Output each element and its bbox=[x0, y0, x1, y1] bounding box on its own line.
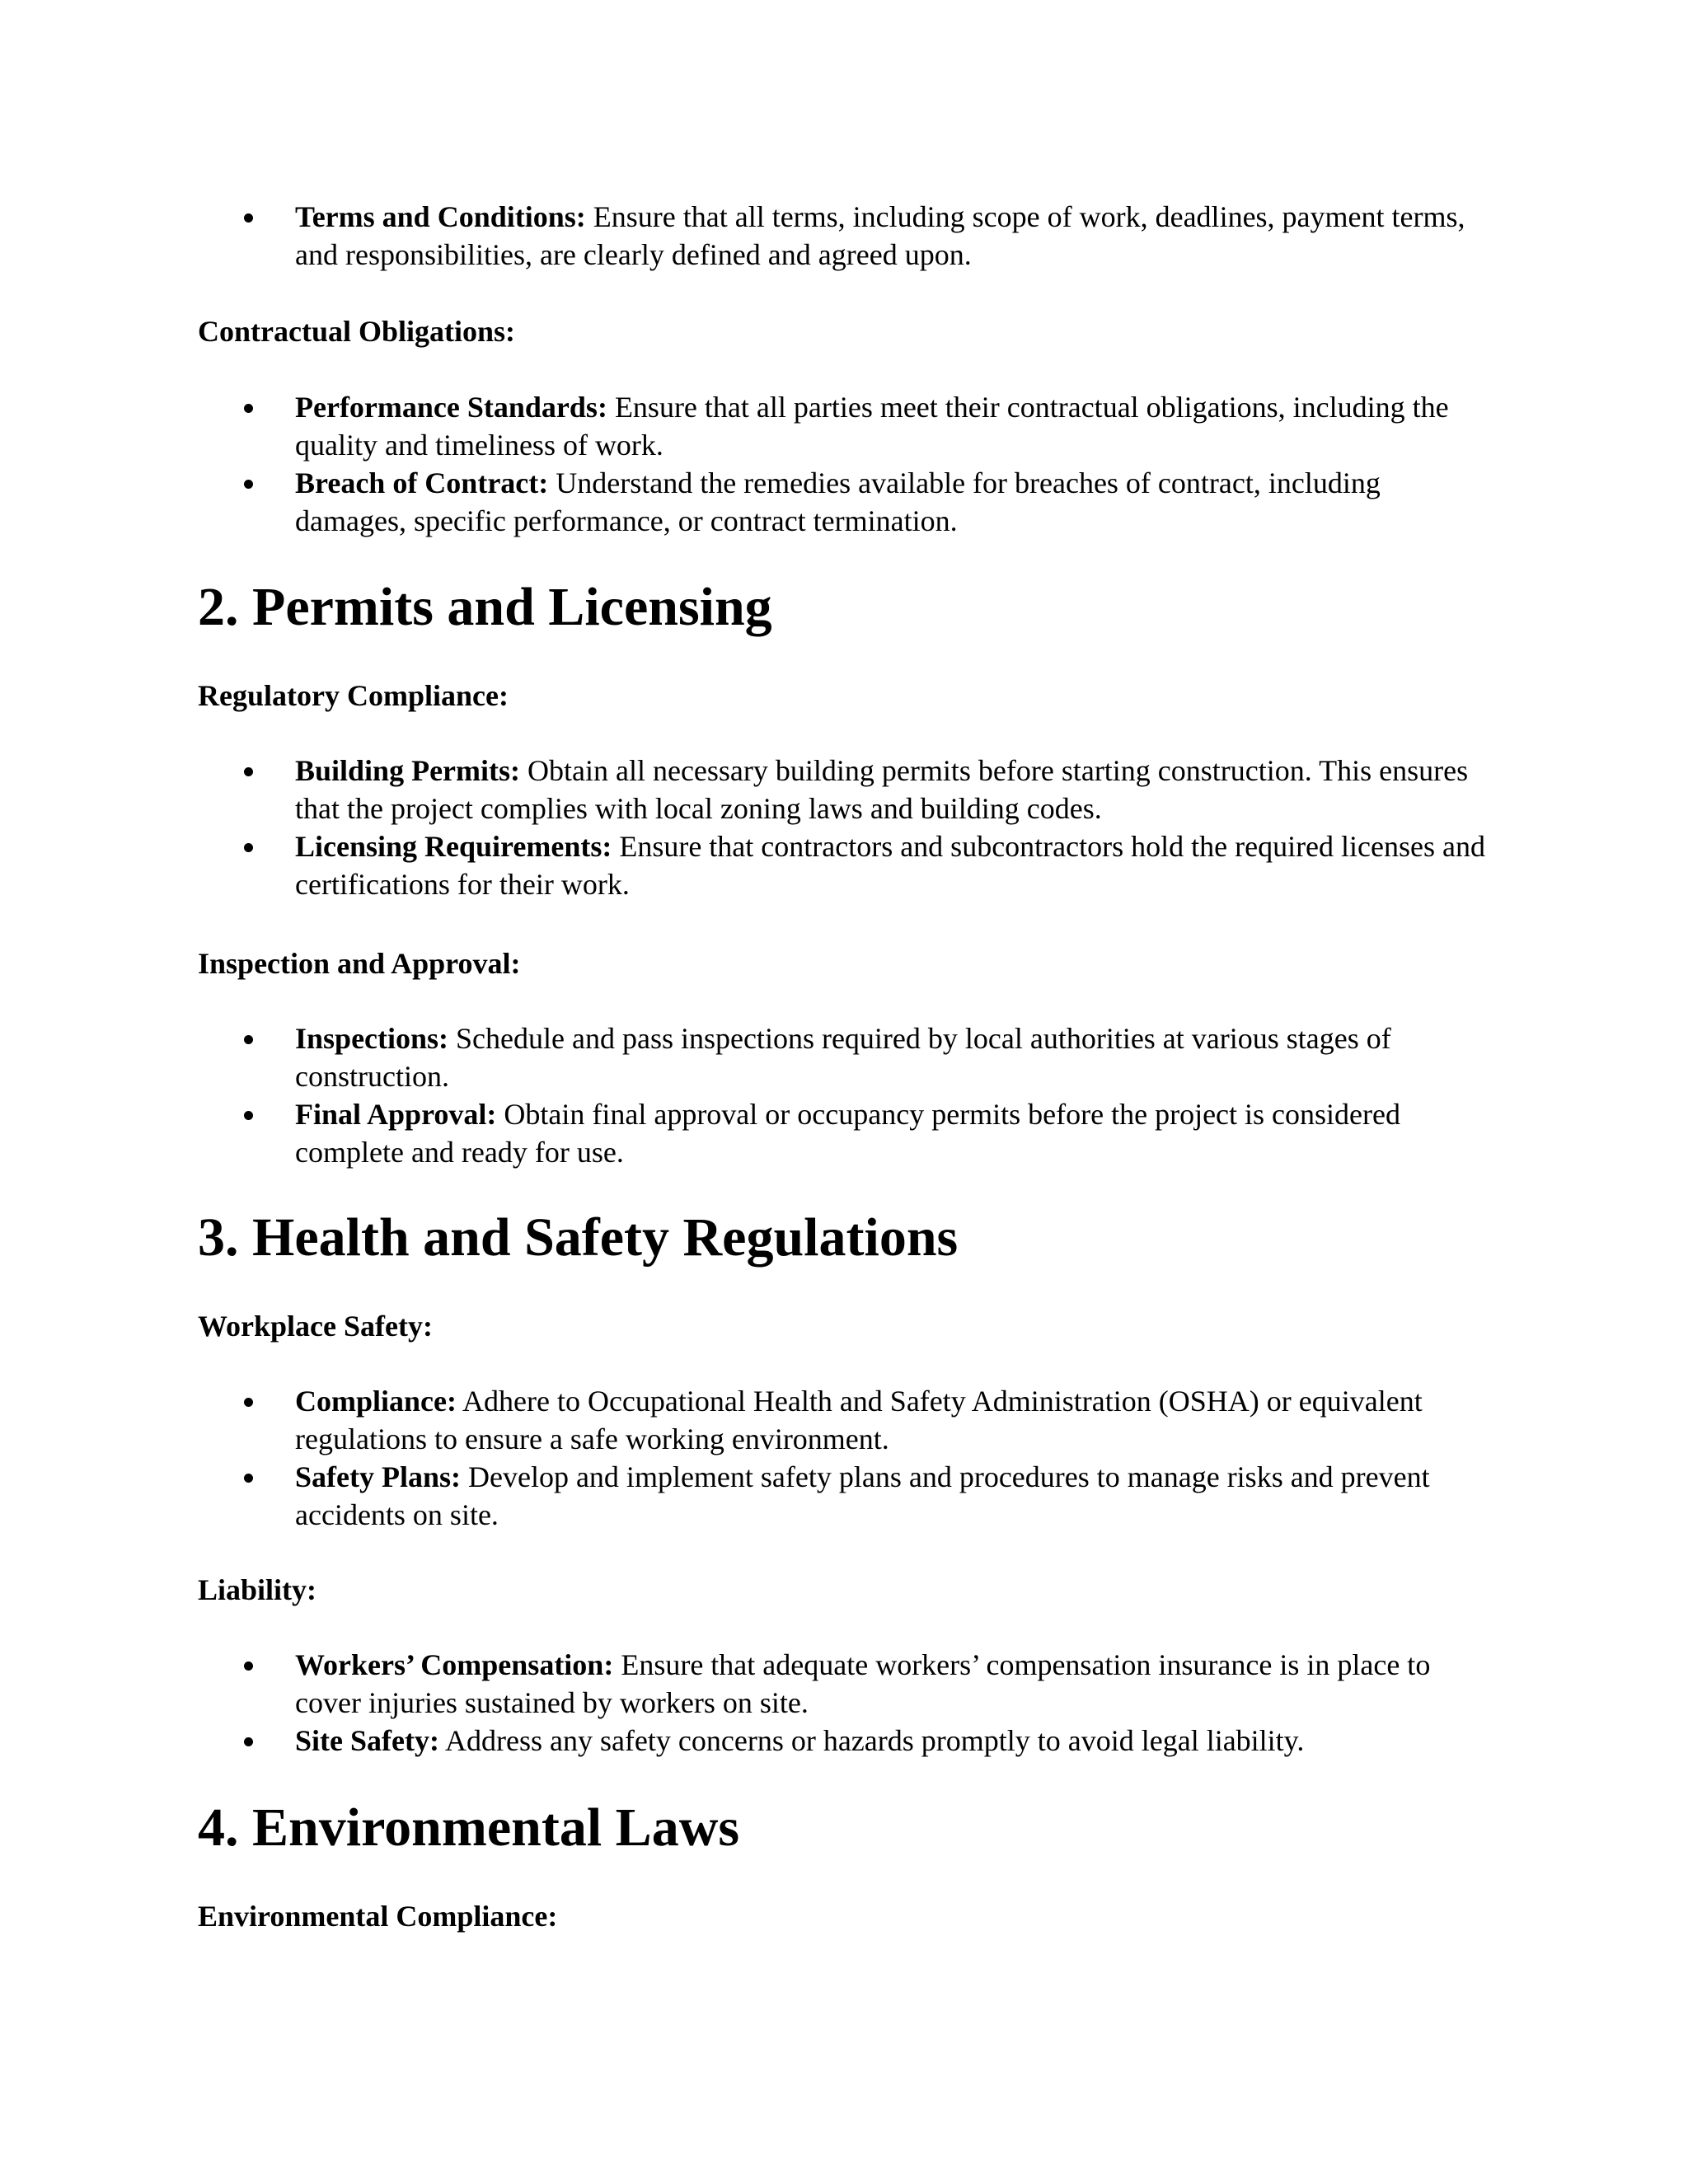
list-item-lead: Site Safety: bbox=[295, 1724, 439, 1757]
section-title-environmental-laws: 4. Environmental Laws bbox=[198, 1797, 740, 1858]
contractual-obligations-list bbox=[198, 388, 1484, 540]
list-item-lead: Terms and Conditions: bbox=[295, 200, 586, 233]
section-title-health-and-safety: 3. Health and Safety Regulations bbox=[198, 1207, 959, 1268]
bullet-icon bbox=[244, 1474, 253, 1483]
bullet-icon bbox=[244, 480, 253, 489]
list-item-text: Schedule and pass inspections required by local authorities at various stages of construction. bbox=[295, 1022, 1391, 1093]
bullet-icon bbox=[244, 1111, 253, 1120]
list-item-text: Ensure that all parties meet their contractual obligations, including the quality and timeliness of work. bbox=[295, 391, 1449, 462]
subheading-environmental-compliance: Environmental Compliance: bbox=[198, 1900, 558, 1933]
list-item-lead: Licensing Requirements: bbox=[295, 830, 612, 863]
liability-list-block bbox=[198, 1646, 1484, 1760]
regulatory-compliance-list bbox=[198, 752, 1484, 903]
list-item-text: Ensure that contractors and subcontractors hold the required licenses and certifications for their work. bbox=[295, 830, 1485, 901]
list-item-workers-compensation bbox=[198, 1646, 1498, 1722]
list-item-compliance bbox=[198, 1382, 1498, 1458]
list-item-licensing-requirements bbox=[198, 827, 1498, 903]
intro-list bbox=[198, 198, 1484, 274]
workplace-safety-heading-block bbox=[198, 1307, 1484, 1345]
list-item-lead: Performance Standards: bbox=[295, 391, 607, 424]
list-item-terms-and-conditions bbox=[198, 198, 1498, 274]
list-item-text: Address any safety concerns or hazards promptly to avoid legal liability. bbox=[438, 1724, 1305, 1757]
list-item-text: Obtain all necessary building permits before starting construction. This ensures that the project complies with local zoning laws and building codes. bbox=[295, 754, 1469, 825]
list-item-lead: Breach of Contract: bbox=[295, 466, 549, 499]
bullet-icon bbox=[244, 1398, 253, 1407]
list-item-site-safety bbox=[198, 1722, 1498, 1760]
list-item-text: Ensure that adequate workers’ compensation insurance is in place to cover injuries sustained by workers on site. bbox=[295, 1648, 1431, 1719]
liability-list bbox=[198, 1646, 1484, 1760]
bullet-icon bbox=[244, 843, 253, 852]
contractual-obligations-heading-block bbox=[198, 312, 1484, 350]
section-title-permits-and-licensing: 2. Permits and Licensing bbox=[198, 577, 772, 637]
intro-list-block bbox=[198, 198, 1484, 274]
list-item-text: Understand the remedies available for breaches of contract, including damages, specific performance, or contract termination. bbox=[295, 466, 1381, 537]
list-item-text: Adhere to Occupational Health and Safety Administration (OSHA) or equivalent regulations to ensure a safe working environment. bbox=[295, 1385, 1423, 1455]
list-item-performance-standards bbox=[198, 388, 1498, 464]
section-4-title-block bbox=[198, 1797, 1484, 1859]
list-item-text: Develop and implement safety plans and procedures to manage risks and prevent accidents on site. bbox=[295, 1460, 1430, 1531]
list-item-lead: Compliance: bbox=[295, 1385, 457, 1418]
bullet-icon bbox=[244, 213, 253, 223]
section-3-title-block bbox=[198, 1207, 1484, 1269]
subheading-inspection-and-approval: Inspection and Approval: bbox=[198, 947, 521, 980]
bullet-icon bbox=[244, 1661, 253, 1671]
list-item-lead: Building Permits: bbox=[295, 754, 521, 787]
inspection-approval-heading-block bbox=[198, 944, 1484, 982]
list-item-lead: Inspections: bbox=[295, 1022, 449, 1055]
workplace-safety-list bbox=[198, 1382, 1484, 1534]
contractual-obligations-list-block bbox=[198, 388, 1484, 540]
list-item-breach-of-contract bbox=[198, 464, 1498, 540]
list-item-text: Obtain final approval or occupancy permits before the project is considered complete and ready for use. bbox=[295, 1098, 1400, 1169]
section-2-title-block bbox=[198, 576, 1484, 639]
subheading-liability: Liability: bbox=[198, 1573, 317, 1606]
subheading-contractual-obligations: Contractual Obligations: bbox=[198, 315, 516, 348]
list-item-lead: Safety Plans: bbox=[295, 1460, 461, 1493]
bullet-icon bbox=[244, 1035, 253, 1044]
bullet-icon bbox=[244, 404, 253, 413]
inspection-approval-list bbox=[198, 1019, 1484, 1171]
inspection-approval-list-block bbox=[198, 1019, 1484, 1171]
list-item-text: Ensure that all terms, including scope of work, deadlines, payment terms, and responsibilities, are clearly defined and agreed upon. bbox=[295, 200, 1465, 271]
regulatory-compliance-list-block bbox=[198, 752, 1484, 903]
list-item-safety-plans bbox=[198, 1458, 1498, 1534]
list-item-lead: Final Approval: bbox=[295, 1098, 497, 1131]
list-item-final-approval bbox=[198, 1095, 1498, 1171]
environmental-compliance-heading-block bbox=[198, 1897, 1484, 1935]
regulatory-compliance-heading-block bbox=[198, 677, 1484, 715]
bullet-icon bbox=[244, 1737, 253, 1746]
bullet-icon bbox=[244, 767, 253, 776]
workplace-safety-list-block bbox=[198, 1382, 1484, 1534]
subheading-regulatory-compliance: Regulatory Compliance: bbox=[198, 679, 509, 712]
liability-heading-block bbox=[198, 1571, 1484, 1609]
subheading-workplace-safety: Workplace Safety: bbox=[198, 1310, 433, 1343]
list-item-inspections bbox=[198, 1019, 1498, 1095]
list-item-lead: Workers’ Compensation: bbox=[295, 1648, 614, 1681]
list-item-building-permits bbox=[198, 752, 1498, 827]
